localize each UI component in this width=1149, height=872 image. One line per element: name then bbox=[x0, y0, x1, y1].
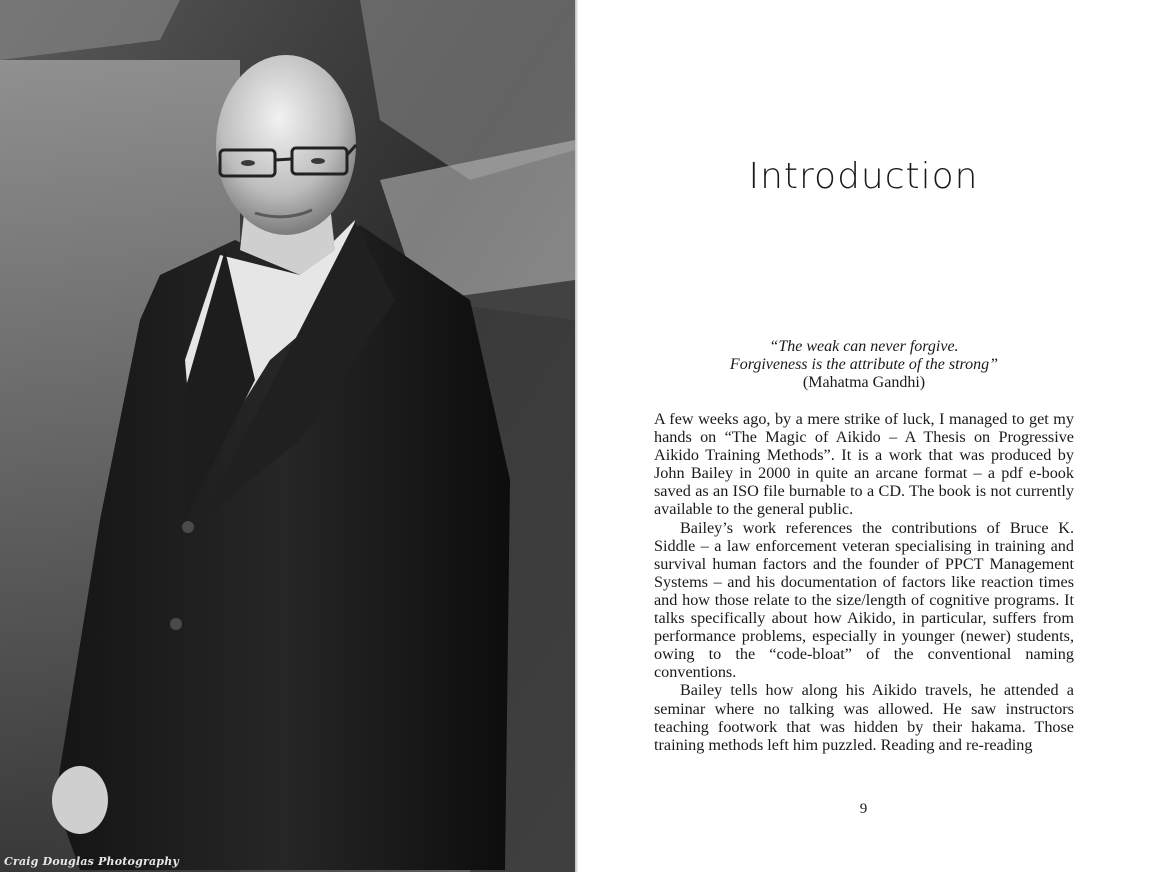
paragraph-3: Bailey tells how along his Aikido travels, he attended a seminar where no talking was allowed. He saw instructors teaching footwork that was hidden by their hakama. Those training methods left him puzzled. Reading and re-reading bbox=[654, 681, 1074, 754]
epigraph-attribution: (Mahatma Gandhi) bbox=[802, 374, 926, 391]
body-text bbox=[654, 410, 1074, 754]
text-page bbox=[578, 0, 1149, 872]
epigraph-quote-line-1: “The weak can never forgive. bbox=[769, 338, 959, 355]
epigraph-quote-line-2: Forgiveness is the attribute of the strong” bbox=[729, 356, 999, 373]
paragraph-2: Bailey’s work references the contributions of Bruce K. Siddle – a law enforcement veteran specialising in training and survival human factors and the founder of PPCT Management Systems – and his documentation of factors like reaction times and how those relate to the size/length of cognitive programs. It talks specifically about how Aikido, in particular, suffers from performance problems, especially in younger (newer) students, owing to the “code-bloat” of the conventional naming conventions. bbox=[654, 518, 1074, 682]
epigraph bbox=[654, 338, 1074, 392]
page-number: 9 bbox=[859, 801, 868, 817]
chapter-title: Introduction bbox=[748, 156, 979, 197]
paragraph-1: A few weeks ago, by a mere strike of luck, I managed to get my hands on “The Magic of Aikido – A Thesis on Progressive Aikido Training Methods”. It is a work that was produced by John Bailey in 2000 in quite an arcane format – a pdf e-book saved as an ISO file burnable to a CD. The book is not currently available to the general public. bbox=[654, 410, 1074, 519]
photo-credit: Craig Douglas Photography bbox=[4, 855, 179, 868]
